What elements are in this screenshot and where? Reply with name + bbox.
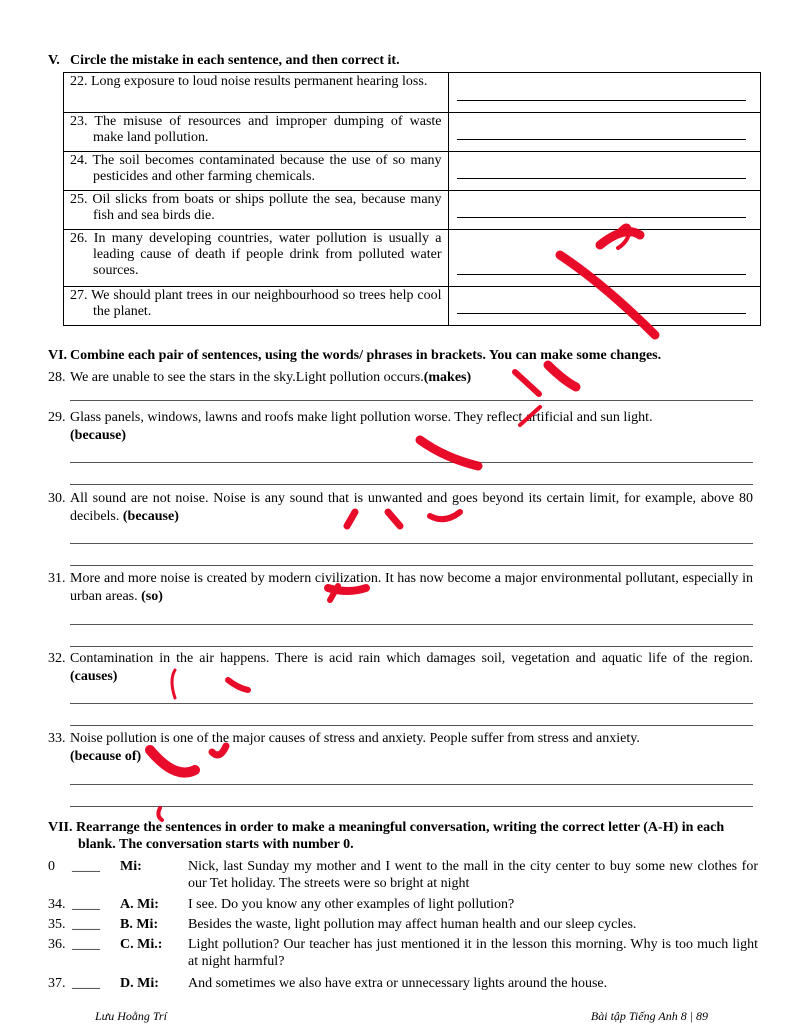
- question-number: 32.: [48, 651, 66, 666]
- answer-line[interactable]: [70, 806, 753, 807]
- speaker-label: Mi:: [120, 859, 142, 874]
- section-5-heading: Circle the mistake in each sentence, and then correct it.: [70, 53, 400, 68]
- section-7-number: VII.: [48, 820, 73, 835]
- question-28: [48, 369, 753, 387]
- question-text: Noise pollution is one of the major causes of stress and anxiety. People suffer from stress and anxiety.: [70, 731, 640, 746]
- line-number: 34.: [48, 897, 66, 912]
- speaker-label: A. Mi:: [120, 897, 159, 912]
- section-5-title: [48, 53, 400, 69]
- question-hint: (makes): [423, 370, 472, 385]
- table-row: [64, 113, 761, 152]
- answer-line-26[interactable]: [457, 274, 746, 275]
- question-hint: (because): [70, 428, 126, 443]
- question-text: Glass panels, windows, lawns and roofs make light pollution worse. They reflect artificial and sun light.: [70, 410, 653, 425]
- section-7-heading: Rearrange the sentences in order to make a meaningful conversation, writing the correct letter (A-H) in each blank. The conversation starts with number 0.: [76, 820, 725, 852]
- conversation-line-0: [48, 858, 758, 892]
- line-number: 36.: [48, 937, 66, 952]
- line-number: 37.: [48, 976, 66, 991]
- question-27: 27. We should plant trees in our neighbourhood so trees help cool the planet.: [70, 288, 442, 319]
- question-number: 31.: [48, 571, 66, 586]
- letter-blank[interactable]: ____: [72, 937, 100, 952]
- conversation-line-35: [48, 916, 758, 933]
- question-number: 28.: [48, 370, 66, 385]
- question-number: 30.: [48, 491, 66, 506]
- question-hint: (because): [122, 509, 179, 524]
- table-row: [64, 73, 761, 113]
- footer-author: Lưu Hoằng Trí: [95, 1009, 167, 1023]
- section-6-heading: Combine each pair of sentences, using the words/ phrases in brackets. You can make some changes.: [70, 348, 662, 363]
- section-7-title: [48, 819, 754, 853]
- letter-blank[interactable]: ____: [72, 976, 100, 991]
- question-number: 29.: [48, 410, 66, 425]
- answer-line[interactable]: [70, 400, 753, 401]
- line-text: And sometimes we also have extra or unnecessary lights around the house.: [188, 976, 608, 991]
- line-number: 35.: [48, 917, 66, 932]
- question-hint: (so): [141, 589, 163, 604]
- answer-line[interactable]: [70, 646, 753, 647]
- question-22: 22. Long exposure to loud noise results permanent hearing loss.: [70, 74, 428, 89]
- speaker-label: B. Mi:: [120, 917, 159, 932]
- mistake-table: [63, 72, 761, 326]
- question-23: 23. The misuse of resources and improper dumping of waste make land pollution.: [70, 114, 442, 145]
- question-30: [48, 490, 753, 526]
- table-row: [64, 230, 761, 287]
- question-number: 33.: [48, 731, 66, 746]
- question-32: [48, 650, 753, 686]
- speaker-label: D. Mi:: [120, 976, 159, 991]
- question-29: [48, 409, 753, 445]
- speaker-label: C. Mi.:: [120, 937, 163, 952]
- question-31: [48, 570, 753, 606]
- footer-book-page: Bài tập Tiếng Anh 8 | 89: [590, 1009, 708, 1023]
- question-26: 26. In many developing countries, water pollution is usually a leading cause of death if people drink from polluted water sources.: [70, 231, 442, 278]
- answer-line-23[interactable]: [457, 139, 746, 140]
- answer-line-24[interactable]: [457, 178, 746, 179]
- answer-line[interactable]: [70, 784, 753, 785]
- conversation-line-37: [48, 975, 758, 992]
- conversation-line-34: [48, 896, 758, 913]
- line-text: I see. Do you know any other examples of light pollution?: [188, 897, 515, 912]
- line-text: Light pollution? Our teacher has just mentioned it in the lesson this morning. Why is too much light at night harmful?: [188, 937, 758, 969]
- answer-line[interactable]: [70, 565, 753, 566]
- question-hint: (because of): [70, 749, 142, 764]
- answer-line[interactable]: [70, 624, 753, 625]
- table-row: [64, 152, 761, 191]
- question-text: We are unable to see the stars in the sky.Light pollution occurs.: [70, 370, 424, 385]
- line-number: 0: [48, 859, 55, 874]
- line-text: Besides the waste, light pollution may affect human health and our sleep cycles.: [188, 917, 637, 932]
- letter-blank[interactable]: ____: [72, 917, 100, 932]
- answer-line-22[interactable]: [457, 100, 746, 101]
- answer-line[interactable]: [70, 462, 753, 463]
- answer-line[interactable]: [70, 484, 753, 485]
- question-text: More and more noise is created by modern civilization. It has now become a major environmental pollutant, especially in urban areas.: [70, 571, 753, 604]
- letter-blank[interactable]: ____: [72, 897, 100, 912]
- table-row: [64, 287, 761, 326]
- answer-line-25[interactable]: [457, 217, 746, 218]
- question-text: Contamination in the air happens. There is acid rain which damages soil, vegetation and aquatic life of the region.: [70, 651, 753, 666]
- question-25: 25. Oil slicks from boats or ships pollute the sea, because many fish and sea birds die.: [70, 192, 442, 223]
- question-24: 24. The soil becomes contaminated because the use of so many pesticides and other farming chemicals.: [70, 153, 442, 184]
- letter-blank[interactable]: ____: [72, 859, 100, 874]
- question-33: [48, 730, 753, 766]
- section-5-number: V.: [48, 53, 60, 68]
- section-6-number: VI.: [48, 348, 68, 363]
- answer-line[interactable]: [70, 703, 753, 704]
- answer-line-27[interactable]: [457, 313, 746, 314]
- answer-line[interactable]: [70, 725, 753, 726]
- answer-line[interactable]: [70, 543, 753, 544]
- section-6-title: [48, 348, 661, 364]
- table-row: [64, 191, 761, 230]
- line-text: Nick, last Sunday my mother and I went to the mall in the city center to buy some new clothes for our Tet holiday. The streets were so bright at night: [188, 859, 758, 891]
- question-text: All sound are not noise. Noise is any sound that is unwanted and goes beyond its certain limit, for example, above 80 decibels.: [70, 491, 753, 524]
- question-hint: (causes): [70, 669, 118, 684]
- conversation-line-36: [48, 936, 758, 970]
